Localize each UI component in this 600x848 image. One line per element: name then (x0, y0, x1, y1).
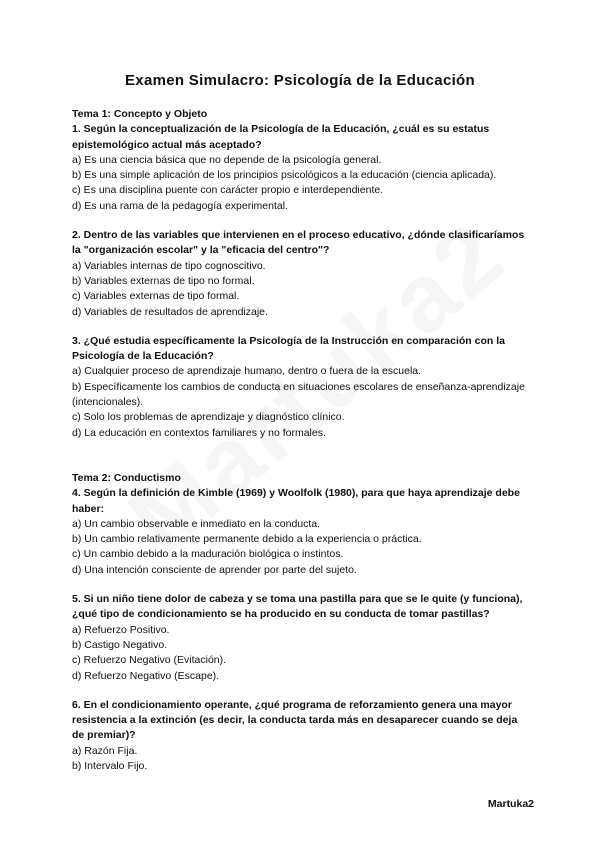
answer-option: b) Un cambio relativamente permanente debido a la experiencia o práctica. (72, 533, 422, 546)
answer-option: d) Es una rama de la pedagogía experimental. (72, 199, 288, 212)
section-heading: Tema 2: Conductismo (72, 471, 181, 484)
question-5 (72, 592, 532, 684)
answer-option: b) Castigo Negativo. (72, 638, 168, 651)
question-text: 4. Según la definición de Kimble (1969) y Woolfolk (1980), para que haya aprendizaje debe haber: (72, 487, 520, 515)
answer-option: c) Solo los problemas de aprendizaje y diagnóstico clínico. (72, 411, 345, 424)
question-text: 2. Dentro de las variables que intervienen en el proceso educativo, ¿dónde clasificaríamos la "organización escolar" y la "eficacia del centro"? (72, 229, 525, 257)
answer-option: a) Refuerzo Positivo. (72, 623, 170, 636)
answer-option: a) Es una ciencia básica que no depende de la psicología general. (72, 153, 382, 166)
answer-option: a) Razón Fija. (72, 744, 138, 757)
question-1 (72, 122, 532, 214)
question-2 (72, 228, 532, 320)
section-heading: Tema 1: Concepto y Objeto (72, 108, 208, 120)
answer-option: d) La educación en contextos familiares y no formales. (72, 426, 326, 439)
footer-author: Martuka2 (487, 798, 534, 810)
question-text: 6. En el condicionamiento operante, ¿qué programa de reforzamiento genera una mayor resistencia a la extinción (es decir, la conducta tarda más en desaparecer cuando se deja de premiar)? (72, 698, 518, 742)
answer-option: c) Es una disciplina puente con carácter propio e interdependiente. (72, 184, 384, 197)
answer-option: b) Es una simple aplicación de los principios psicológicos a la educación (ciencia aplicada). (72, 169, 497, 182)
answer-option: a) Un cambio observable e inmediato en la conducta. (72, 517, 321, 530)
answer-option: b) Variables externas de tipo no formal. (72, 274, 255, 287)
question-text: 3. ¿Qué estudia específicamente la Psicología de la Instrucción en comparación con la Psicología de la Educación? (72, 334, 505, 363)
answer-option: d) Variables de resultados de aprendizaje. (72, 305, 268, 318)
question-text: 5. Si un niño tiene dolor de cabeza y se toma una pastilla para que se le quite (y funciona), ¿qué tipo de condicionamiento se ha producido en su conducta de tomar pastillas? (72, 593, 523, 621)
answer-option: c) Refuerzo Negativo (Evitación). (72, 654, 227, 667)
answer-option: b) Intervalo Fijo. (72, 759, 148, 772)
question-4 (72, 486, 532, 578)
question-text: 1. Según la conceptualización de la Psicología de la Educación, ¿cuál es su estatus epistemológico actual más aceptado? (72, 123, 490, 151)
answer-option: c) Un cambio debido a la maduración biológica o instintos. (72, 548, 344, 561)
section-tema-2 (72, 471, 532, 774)
section-tema-1 (72, 107, 532, 441)
exam-content (72, 107, 532, 774)
answer-option: d) Refuerzo Negativo (Escape). (72, 669, 220, 682)
answer-option: a) Variables internas de tipo cognoscitivo. (72, 259, 266, 272)
page-title: Examen Simulacro: Psicología de la Educación (125, 72, 475, 89)
question-6 (72, 698, 532, 774)
answer-option: a) Cualquier proceso de aprendizaje humano, dentro o fuera de la escuela. (72, 365, 422, 378)
answer-option: c) Variables externas de tipo formal. (72, 290, 240, 303)
question-3 (72, 334, 532, 441)
answer-option: b) Específicamente los cambios de conducta en situaciones escolares de enseñanza-aprendizaje (intencionales). (72, 380, 525, 409)
answer-option: d) Una intención consciente de aprender por parte del sujeto. (72, 563, 357, 576)
